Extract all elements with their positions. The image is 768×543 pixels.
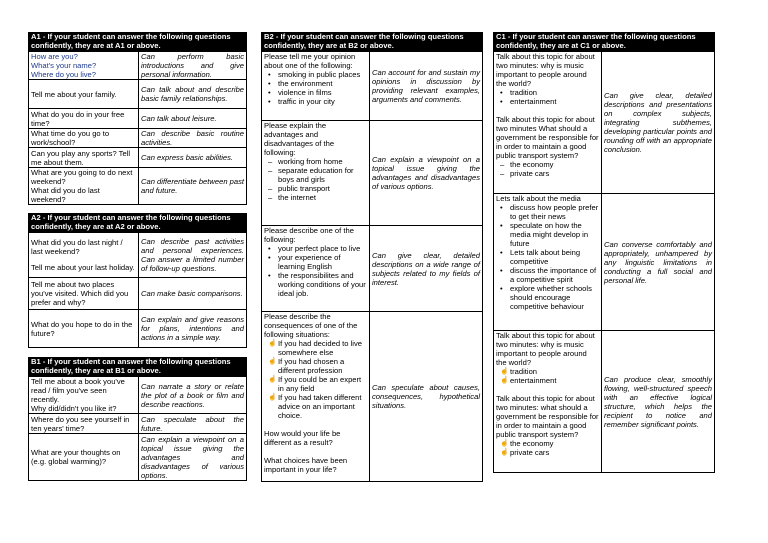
a1-question-cell	[29, 52, 139, 80]
list-item: – working from home	[278, 157, 367, 166]
a2-question: Tell me about two places you've visited. Which did you prefer and why?	[29, 278, 139, 310]
c1-question-cell	[494, 194, 602, 331]
c1-prompt: Lets talk about the media	[496, 194, 581, 203]
c1-topic-list	[496, 88, 599, 106]
b2-topic-list	[264, 70, 367, 106]
a1-descriptor: Can describe basic routine activities.	[139, 129, 247, 148]
c1-topic-list	[496, 439, 599, 457]
list-item: • Lets talk about being competitive	[510, 248, 599, 266]
list-item: ☝ If you had chosen a different profession	[278, 357, 367, 375]
b2-prompt: Please describe one of the following:	[264, 226, 354, 244]
c1-topic-list	[496, 203, 599, 311]
c1-topic-list	[496, 160, 599, 178]
b2-prompt: Please describe the consequences of one of the following situations:	[264, 312, 358, 339]
a1-question: What are you going to do next weekend?	[31, 168, 133, 186]
a1-descriptor: Can perform basic introductions and give personal information.	[139, 52, 247, 80]
list-item: – private cars	[510, 169, 599, 178]
c1-prompt: Talk about this topic for about two minutes: why is music important to people around the world?	[496, 331, 595, 367]
b2-descriptor: Can explain a viewpoint on a topical issue giving the advantages and disadvantages of various options.	[370, 121, 483, 226]
list-item: ☝ If you could be an expert in any field	[278, 375, 367, 393]
a1-question: What's your name?	[31, 61, 97, 70]
list-item: ☝ If you had decided to live somewhere else	[278, 339, 367, 357]
list-item: • explore whether schools should encourage competitive behaviour	[510, 284, 599, 311]
a1-table	[28, 32, 247, 205]
list-item: • the environment	[278, 79, 367, 88]
a1-question: What do you do in your free time?	[29, 109, 139, 129]
b2-question-cell	[262, 226, 370, 312]
a1-question-cell	[29, 168, 139, 205]
list-item: ☝ private cars	[510, 448, 599, 457]
a1-question: Where do you live?	[31, 70, 97, 79]
b1-question: Where do you see yourself in ten years' time?	[29, 414, 139, 434]
b1-question: Why did/didn't you like it?	[31, 404, 117, 413]
c1-header: C1 - If your student can answer the following questions confidently, they are at C1 or above.	[494, 33, 715, 52]
b2-prompt: Please tell me your opinion about one of the following:	[264, 52, 356, 70]
a1-question: Tell me about your family.	[29, 80, 139, 109]
b2-question-cell	[262, 121, 370, 226]
list-item: ☝ the economy	[510, 439, 599, 448]
a2-question: Tell me about your last holiday.	[31, 263, 135, 272]
list-item: • discuss how people prefer to get their news	[510, 203, 599, 221]
c1-descriptor: Can converse comfortably and appropriately, unhampered by any linguistic limitations in conducting a full social and personal life.	[602, 194, 715, 331]
list-item: ☝ entertainment	[510, 376, 599, 385]
a1-question: Can you play any sports? Tell me about them.	[29, 148, 139, 168]
b1-descriptor: Can speculate about the future.	[139, 414, 247, 434]
b2-situation-list	[264, 339, 367, 420]
c1-prompt: Talk about this topic for about two minutes: what should a government be responsible for in order to maintain a good public transport system?	[496, 394, 599, 439]
b2-topic-list	[264, 157, 367, 202]
b1-question: What are your thoughts on (e.g. global warming)?	[29, 434, 139, 481]
b2-question-cell	[262, 312, 370, 482]
a1-descriptor: Can talk about and describe basic family relationships.	[139, 80, 247, 109]
b2-topic-list	[264, 244, 367, 298]
list-item: – separate education for boys and girls	[278, 166, 367, 184]
b1-question: Tell me about a book you've read / film you've seen recently.	[31, 377, 125, 404]
b2-question-cell	[262, 52, 370, 121]
b1-question-cell	[29, 377, 139, 414]
c1-question-cell	[494, 52, 602, 194]
a2-descriptor: Can describe past activities and personal experiences. Can answer a limited number of follow-up questions.	[139, 233, 247, 278]
list-item: • entertainment	[510, 97, 599, 106]
b2-followup: What choices have been important in your life?	[264, 456, 348, 474]
list-item: • smoking in public places	[278, 70, 367, 79]
c1-descriptor: Can give clear, detailed descriptions and presentations on complex subjects, integrating subthemes, developing particular points and rounding off with an appropriate conclusion.	[602, 52, 715, 194]
list-item: • your perfect place to live	[278, 244, 367, 253]
list-item: – the internet	[278, 193, 367, 202]
list-item: ☝ tradition	[510, 367, 599, 376]
a1-question: What did you do last weekend?	[31, 186, 100, 204]
list-item: • traffic in your city	[278, 97, 367, 106]
c1-descriptor: Can produce clear, smoothly flowing, well-structured speech with an effective logical structure, which helps the recipient to notice and remember significant points.	[602, 331, 715, 473]
a1-descriptor: Can differentiate between past and future.	[139, 168, 247, 205]
a2-question: What did you do last night / last weekend?	[31, 238, 123, 256]
b2-followup: How would your life be different as a result?	[264, 429, 341, 447]
c1-table	[493, 32, 715, 473]
b2-descriptor: Can give clear, detailed descriptions on a wide range of subjects related to my fields of interest.	[370, 226, 483, 312]
list-item: • speculate on how the media might develop in future	[510, 221, 599, 248]
b2-header: B2 - If your student can answer the following questions confidently, they are at B2 or above.	[262, 33, 483, 52]
a1-question: How are you?	[31, 52, 78, 61]
b1-header: B1 - If your student can answer the following questions confidently, they are at B1 or above.	[29, 358, 247, 377]
list-item: – public transport	[278, 184, 367, 193]
list-item: – the economy	[510, 160, 599, 169]
b1-descriptor: Can narrate a story or relate the plot of a book or film and describe reactions.	[139, 377, 247, 414]
list-item: • violence in films	[278, 88, 367, 97]
a2-table	[28, 213, 247, 348]
b1-descriptor: Can explain a viewpoint on a topical issue giving the advantages and disadvantages of various options.	[139, 434, 247, 481]
a2-question-cell	[29, 233, 139, 278]
c1-prompt: Talk about this topic for about two minutes What should a government be responsible for in order to maintain a good public transport system?	[496, 115, 599, 160]
a1-header: A1 - If your student can answer the following questions confidently, they are at A1 or above.	[29, 33, 247, 52]
a1-descriptor: Can express basic abilities.	[139, 148, 247, 168]
list-item: • the responsibilites and working conditions of your ideal job.	[278, 271, 367, 298]
c1-question-cell	[494, 331, 602, 473]
a2-question: What do you hope to do in the future?	[29, 310, 139, 348]
b2-table	[261, 32, 483, 482]
list-item: ☝ If you had taken different advice on an important choice.	[278, 393, 367, 420]
list-item: • your experience of learning English	[278, 253, 367, 271]
a1-descriptor: Can talk about leisure.	[139, 109, 247, 129]
a2-descriptor: Can explain and give reasons for plans, intentions and actions in a simple way.	[139, 310, 247, 348]
a2-header: A2 - If your student can answer the following questions confidently, they are at A2 or above.	[29, 214, 247, 233]
c1-topic-list	[496, 367, 599, 385]
list-item: • tradition	[510, 88, 599, 97]
a2-descriptor: Can make basic comparisons.	[139, 278, 247, 310]
b2-descriptor: Can account for and sustain my opinions in discussion by providing relevant examples, arguments and comments.	[370, 52, 483, 121]
c1-prompt: Talk about this topic for about two minutes: why is music important to people around the world?	[496, 52, 595, 88]
a1-question: What time do you go to work/school?	[29, 129, 139, 148]
b1-table	[28, 357, 247, 481]
b2-descriptor: Can speculate about causes, consequences, hypothetical situations.	[370, 312, 483, 482]
b2-prompt: Please explain the advantages and disadvantages of the following:	[264, 121, 335, 157]
list-item: • discuss the importance of a competitive spirit	[510, 266, 599, 284]
